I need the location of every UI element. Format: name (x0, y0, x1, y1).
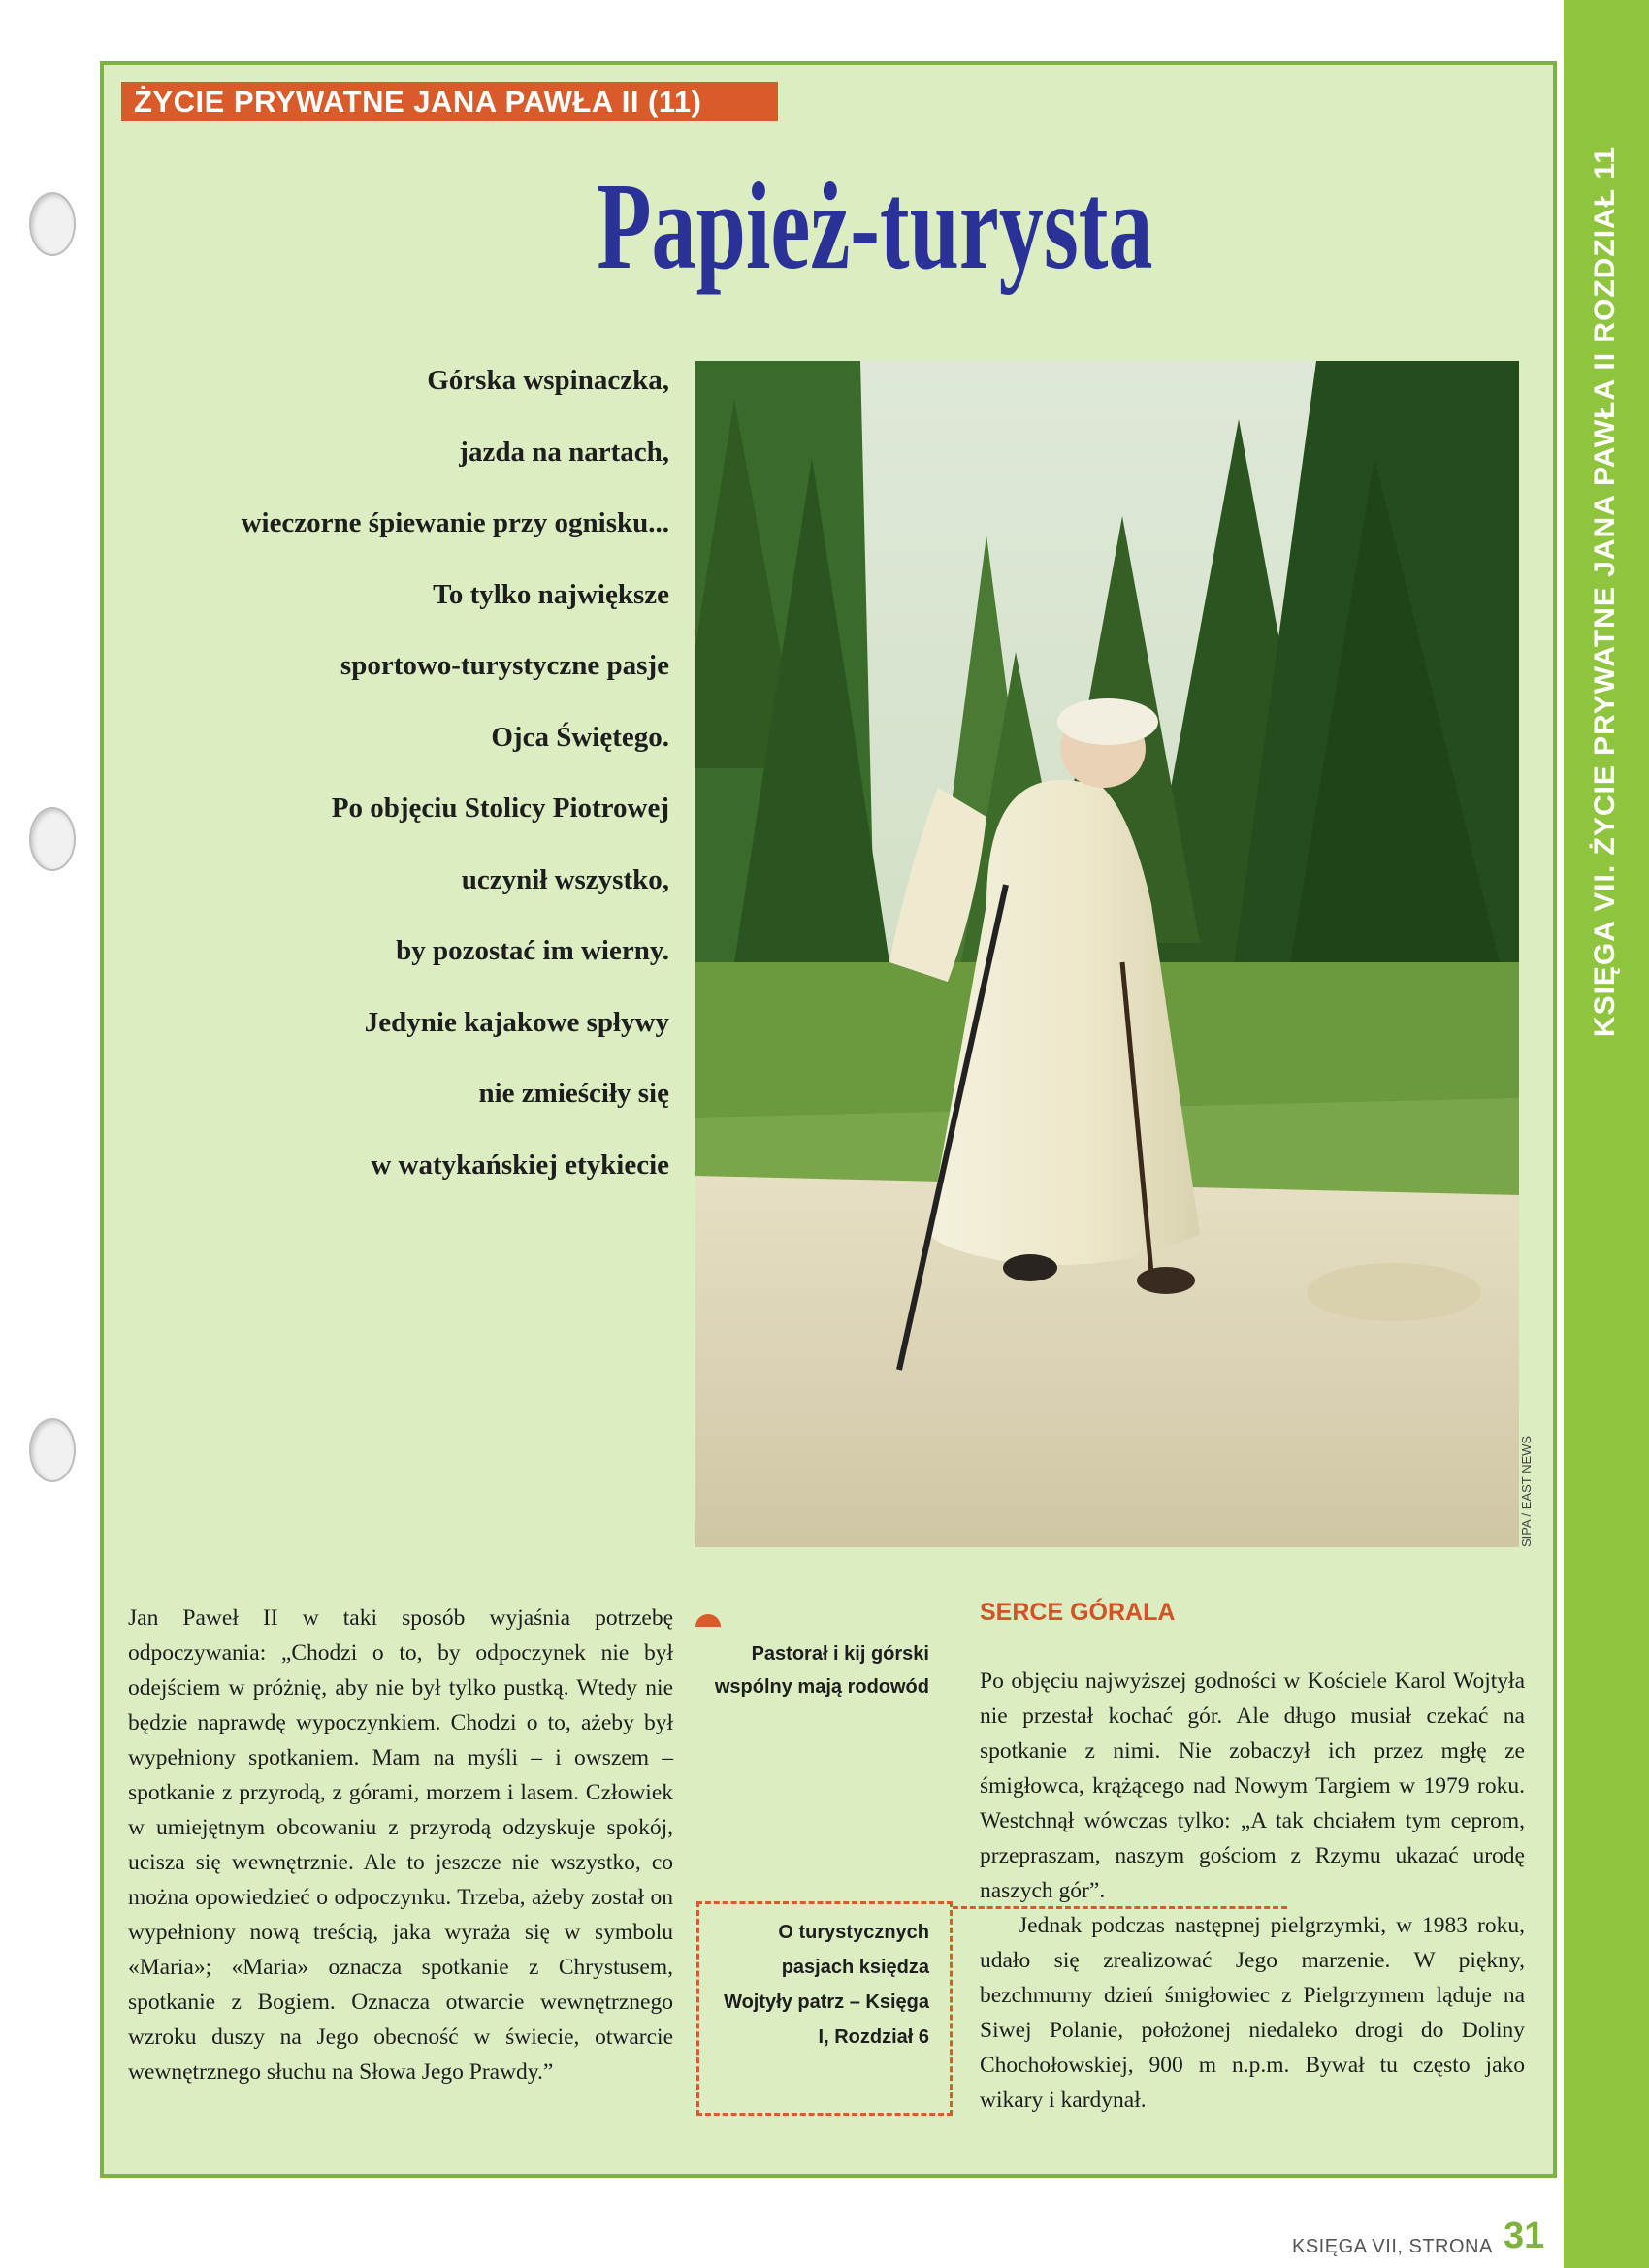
lead-line: jazda na nartach, (459, 436, 669, 468)
lead-line: uczynił wszystko, (461, 863, 669, 895)
lead-line: Po objęciu Stolicy Piotrowej (331, 793, 669, 824)
section-heading: SERCE GÓRALA (980, 1599, 1176, 1626)
lead-line: Jedynie kajakowe spływy (364, 1006, 669, 1038)
lead-line: wieczorne śpiewanie przy ognisku... (241, 507, 669, 538)
lead-line: sportowo-turystyczne pasje (340, 650, 669, 681)
page-number: 31 (1504, 2216, 1545, 2256)
paragraph: Jednak podczas następnej pielgrzymki, w 1983 roku, udało się zrealizować Jego marzenie. W piękny, bezchmurny dzień śmigłowiec z Pielgrzymem ląduje na Siwej Polanie, położonej niedaleko drogi do Doliny Chochołowskiej, 900 m n.p.m. Bywał tu często jako wikary i kardynał. (980, 1913, 1525, 2113)
paragraph: Po objęciu najwyższej godności w Kościele Karol Wojtyła nie przestał kochać gór. Ale długo musiał czekać na spotkanie z nimi. Nie zobaczył ich przez mgłę ze śmigłowca, krążącego nad Nowym Targiem w 1979 roku. Westchnął wówczas tylko: „A tak chciałem tym ceprom, przepraszam, naszym gościom z Rzymu ukazać urodę naszych gór”. (980, 1669, 1525, 1903)
crossref-text: O turystycznych pasjach księdza Wojtyły patrz – Księga I, Rozdział 6 (724, 1922, 929, 2048)
lead-line: by pozostać im wierny. (396, 935, 669, 966)
punch-hole (29, 807, 76, 871)
body-left-column: Jan Paweł II w taki sposób wyjaśnia potrzebę odpoczywania: „Chodzi o to, by odpoczynek nie był odejściem w próżnię, aby nie był tylko pustką. Wtedy nie będzie naprawdę wypoczynkiem. Chodzi o to, ażeby był wypełniony spotkaniem. Mam na myśli – i owszem – spotkanie z przyrodą, z górami, morzem i lasem. Człowiek w umiejętnym obcowaniu z przyrodą odzyskuje spokój, ucisza się wewnętrznie. Ale to jeszcze nie wszystko, co można opowiedzieć o odpoczynku. Trzeba, ażeby został on wypełniony nową treścią, jaka wyraża się w symbolu «Maria»; «Maria» oznacza spotkanie z Chrystusem, spotkanie z Bogiem. Oznacza otwarcie wewnętrznego wzroku duszy na Jego obecność w świecie, otwarcie wewnętrznego słuchu na Słowa Jego Prawdy.” (128, 1605, 673, 2085)
photo-illustration (695, 361, 1519, 1547)
photo-caption: Pastorał i kij górski wspólny mają rodowód (714, 1643, 929, 1698)
lead-line: nie zmieściły się (478, 1078, 669, 1109)
lead-text (116, 361, 669, 1216)
lead-line: To tylko największe (433, 578, 669, 610)
side-tab-label: KSIĘGA VII. ŻYCIE PRYWATNE JANA PAWŁA II ROZDZIAŁ 11 (1589, 146, 1621, 1038)
body-right-column (980, 1664, 1525, 2118)
photo-pope-hiking (695, 361, 1519, 1547)
photo-credit: SIPA / EAST NEWS (1519, 1435, 1534, 1547)
punch-hole (29, 1418, 76, 1482)
series-label: ŻYCIE PRYWATNE JANA PAWŁA II (11) (121, 82, 778, 121)
punch-hole (29, 192, 76, 256)
footer-label: KSIĘGA VII, STRONA (1292, 2236, 1493, 2257)
page-title: Papież-turysta (597, 157, 1153, 295)
lead-line: Ojca Świętego. (491, 721, 669, 753)
lead-line: w watykańskiej etykiecie (371, 1149, 669, 1181)
lead-line: Górska wspinaczka, (427, 365, 669, 396)
